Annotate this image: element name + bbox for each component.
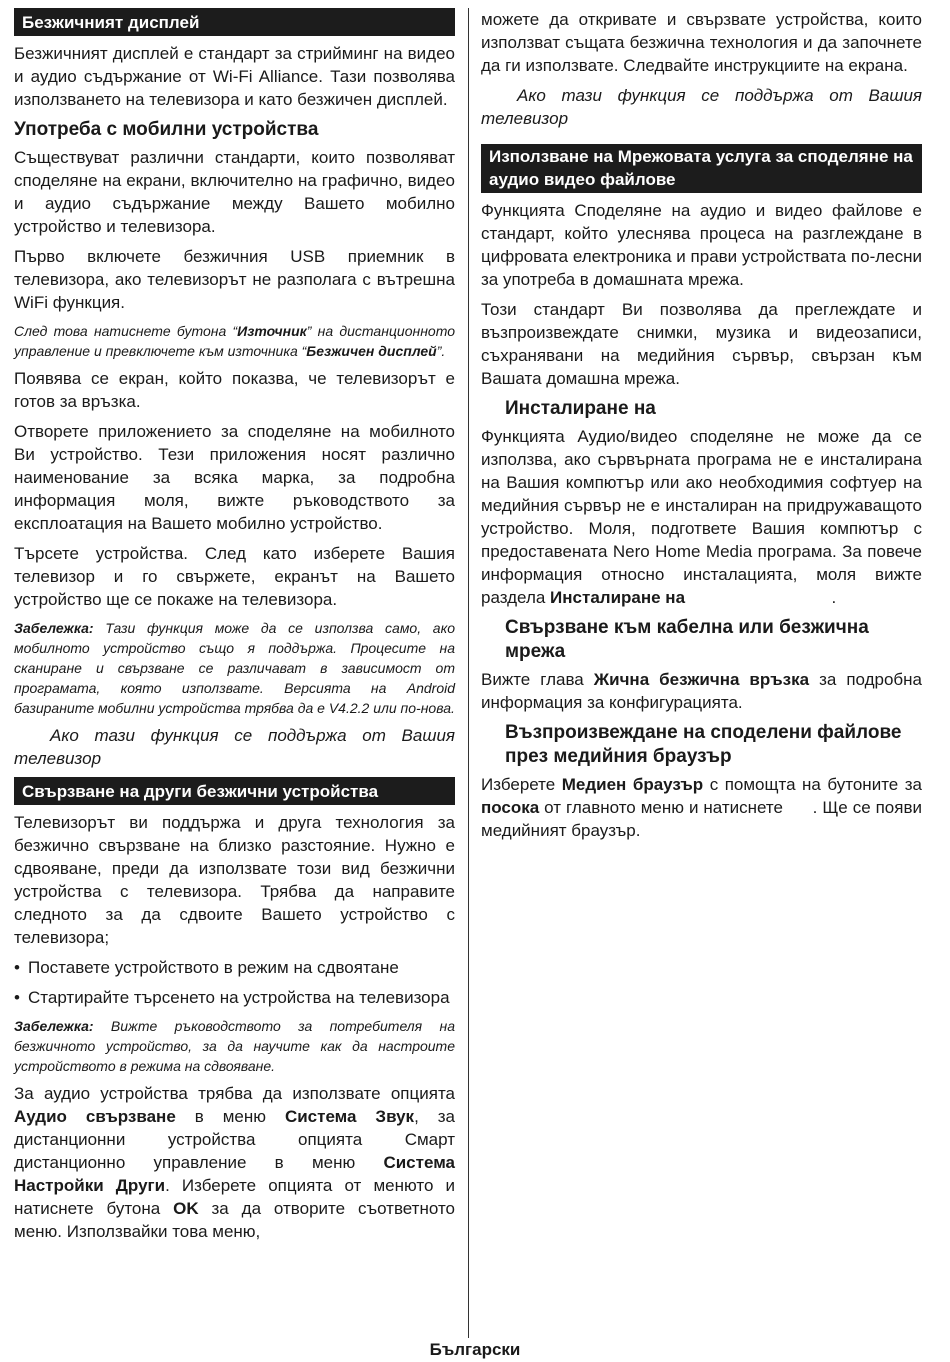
paragraph: Съществуват различни стандарти, които позволяват споделяне на екрани, включително на графично, видео и аудио съдържание между Вашето мобилно устройство и телевизора. [14, 148, 455, 236]
section-header-network-sharing: Използване на Мрежовата услуга за споделяне на аудио видео файлове [481, 144, 922, 193]
paragraph: Появява се екран, който показва, че телевизорът е готов за връзка. [14, 369, 455, 411]
paragraph-audio: За аудио устройства трябва да използвате опцията Аудио свързване в меню Система Звук, за дистанционни устройства опцията Смарт дистанционно управление в меню Система Настройки Други. Изберете опцията от менюто и натиснете бутона OK за да отворите съответното меню. Използвайки това меню, [14, 1084, 456, 1241]
bullet-list [14, 956, 455, 1009]
column-divider [468, 8, 469, 1338]
section-header-wireless-display: Безжичният дисплей [14, 8, 455, 36]
heading-playback: Възпроизвеждане на споделени файлове през медийния браузър [505, 722, 902, 767]
heading-mobile-devices: Употреба с мобилни устройства [14, 119, 319, 140]
page-footer-language: Български [429, 1340, 521, 1359]
support-note: Ако тази функция се поддържа от Вашия телевизор [14, 726, 455, 768]
paragraph-network: Вижте глава Жична безжична връзка за подробна информация за конфигурацията. [481, 670, 923, 712]
heading-network-connection: Свързване към кабелна или безжична мрежа [505, 617, 869, 662]
paragraph: Търсете устройства. След като изберете Вашия телевизор и го свържете, екранът на Вашето устройство ще се покаже на телевизора. [14, 544, 455, 609]
heading-installation: Инсталиране на [505, 398, 656, 419]
paragraph: Функцията Споделяне на аудио и видео файлове е стандарт, който улеснява процеса на разглеждане в цифровата електроника и прави устройствата по-лесни за употреба в домашната мрежа. [481, 201, 922, 289]
right-column [481, 8, 927, 849]
list-item: • Поставете устройството в режим на сдвоятане [14, 956, 455, 979]
support-note: Ако тази функция се поддържа от Вашия телевизор [481, 86, 922, 128]
paragraph-media-browser: Изберете Медиен браузър с помощта на бутоните за посока от главното меню и натиснете . Ще се появи медийният браузър. [481, 775, 927, 840]
note-android: Забележка: Тази функция може да се използва само, ако мобилното устройство също я поддържа. Процесите на сканиране и свързване се различават в зависимост от програмата, която използвате. Версията на Android базираните мобилни устройства трябва да е V4.2.2 или по-нова. [14, 620, 455, 716]
paragraph-install: Функцията Аудио/видео споделяне не може да се използва, ако сървърната програма не е инсталирана на Вашия компютър или ако необходимия софтуер на медийния сървър не е инсталиран на придружаващото устройство. Моля, подгответе Вашия компютър с предоставената Nero Home Media програма. За повече информация относно инсталацията, моля вижте раздела Инсталиране на . [481, 427, 922, 607]
left-column [14, 8, 455, 1250]
list-item: • Стартирайте търсенето на устройства на телевизора [14, 986, 455, 1009]
note-source: След това натиснете бутона “Източник” на дистанционното управление и превключете към източника “Безжичен дисплей”. [14, 323, 455, 359]
paragraph: Безжичният дисплей е стандарт за стрийминг на видео и аудио съдържание от Wi-Fi Alliance. Тази позволява използването на телевизора и като безжичен дисплей. [14, 44, 455, 109]
paragraph: Телевизорът ви поддържа и друга технология за безжично свързване на близко разстояние. Нужно е сдвояване, преди да използвате този вид безжични устройства с телевизора. Трябва да направите следното за да сдвоите Вашето устройство с телевизора; [14, 813, 455, 947]
paragraph: Този стандарт Ви позволява да преглеждате и възпроизвеждате снимки, музика и видеозаписи, съхранявани на медийния сървър, свързан към Вашата домашна мрежа. [481, 300, 922, 388]
note-pairing: Забележка: Вижте ръководството за потребителя на безжичното устройство, за да научите как да настроите устройството в режима на сдвояване. [14, 1018, 455, 1074]
paragraph: Първо включете безжичния USB приемник в телевизора, ако телевизорът не разполага с вътрешна WiFi функция. [14, 247, 455, 312]
paragraph: Отворете приложението за споделяне на мобилното Ви устройство. Тези приложения носят различно наименование за всяка марка, за подробна информация моля, вижте ръководството за експлоатация на Вашето мобилно устройство. [14, 422, 455, 533]
section-header-other-wireless: Свързване на други безжични устройства [14, 777, 455, 805]
paragraph: можете да откривате и свързвате устройства, които използват същата безжична технология и да започнете да ги използвате. Следвайте инструкциите на екрана. [481, 10, 922, 75]
